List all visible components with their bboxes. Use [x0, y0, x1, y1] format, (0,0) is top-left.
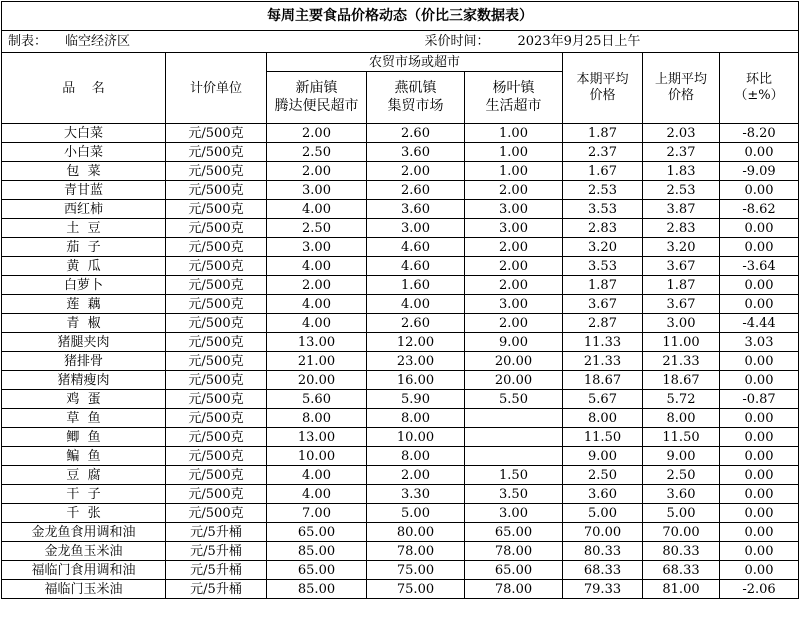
- item-unit: 元/500克: [166, 124, 267, 143]
- table-row: [2, 409, 799, 428]
- previous-avg-price: 2.83: [643, 219, 720, 238]
- item-unit: 元/500克: [166, 390, 267, 409]
- maker-cell: [2, 31, 166, 53]
- item-name: 草 鱼: [2, 409, 166, 428]
- market1-price: 85.00: [267, 542, 367, 561]
- market3-price: 20.00: [465, 352, 563, 371]
- item-name: 千 张: [2, 504, 166, 523]
- market2-price: 2.00: [367, 466, 465, 485]
- col-market2-header: 燕矶镇 集贸市场: [367, 72, 465, 124]
- previous-avg-price: 3.60: [643, 485, 720, 504]
- item-name: 福临门食用调和油: [2, 561, 166, 580]
- table-row: [2, 390, 799, 409]
- table-row: [2, 162, 799, 181]
- col-previous-avg-header: 上期平均 价格: [643, 53, 720, 124]
- ratio-value: 0.00: [720, 143, 799, 162]
- ratio-value: 0.00: [720, 181, 799, 200]
- item-name: 西红柿: [2, 200, 166, 219]
- table-row: [2, 257, 799, 276]
- market2-price: 4.00: [367, 295, 465, 314]
- previous-avg-price: 2.53: [643, 181, 720, 200]
- table-row: [2, 428, 799, 447]
- previous-avg-price: 11.50: [643, 428, 720, 447]
- current-avg-price: 1.87: [563, 276, 643, 295]
- item-name: 干 子: [2, 485, 166, 504]
- market2-price: 10.00: [367, 428, 465, 447]
- previous-avg-price: 5.00: [643, 504, 720, 523]
- market3-price: 65.00: [465, 561, 563, 580]
- item-unit: 元/500克: [166, 314, 267, 333]
- current-avg-price: 18.67: [563, 371, 643, 390]
- ratio-value: 0.00: [720, 542, 799, 561]
- market1-price: 4.00: [267, 485, 367, 504]
- market2-price: 80.00: [367, 523, 465, 542]
- item-unit: 元/500克: [166, 295, 267, 314]
- table-row: [2, 352, 799, 371]
- market1-price: 4.00: [267, 466, 367, 485]
- market1-price: 4.00: [267, 257, 367, 276]
- item-unit: 元/5升桶: [166, 523, 267, 542]
- previous-avg-price: 1.87: [643, 276, 720, 295]
- market3-price: 2.00: [465, 238, 563, 257]
- item-name: 小白菜: [2, 143, 166, 162]
- table-row: [2, 466, 799, 485]
- market3-price: 1.00: [465, 162, 563, 181]
- item-name: 大白菜: [2, 124, 166, 143]
- ratio-value: 0.00: [720, 219, 799, 238]
- item-unit: 元/500克: [166, 485, 267, 504]
- market2-price: 75.00: [367, 561, 465, 580]
- price-table: [1, 1, 799, 599]
- market2-price: 12.00: [367, 333, 465, 352]
- table-row: [2, 333, 799, 352]
- item-name: 茄 子: [2, 238, 166, 257]
- col-market3-header: 杨叶镇 生活超市: [465, 72, 563, 124]
- current-avg-price: 70.00: [563, 523, 643, 542]
- market2-price: 1.60: [367, 276, 465, 295]
- ratio-value: 0.00: [720, 466, 799, 485]
- ratio-value: -3.64: [720, 257, 799, 276]
- market3-price: 3.00: [465, 200, 563, 219]
- market1-price: 65.00: [267, 561, 367, 580]
- ratio-value: 0.00: [720, 447, 799, 466]
- market3-price: 1.00: [465, 143, 563, 162]
- item-unit: 元/500克: [166, 200, 267, 219]
- market1-price: 4.00: [267, 314, 367, 333]
- current-avg-price: 2.50: [563, 466, 643, 485]
- current-avg-price: 11.33: [563, 333, 643, 352]
- item-unit: 元/500克: [166, 447, 267, 466]
- market2-price: 4.60: [367, 238, 465, 257]
- col-market1-header: 新庙镇 腾达便民超市: [267, 72, 367, 124]
- market2-price: 23.00: [367, 352, 465, 371]
- item-unit: 元/500克: [166, 257, 267, 276]
- market1-price: 7.00: [267, 504, 367, 523]
- table-row: [2, 580, 799, 599]
- item-unit: 元/5升桶: [166, 580, 267, 599]
- col-current-avg-header: 本期平均 价格: [563, 53, 643, 124]
- table-row: [2, 447, 799, 466]
- ratio-value: 0.00: [720, 238, 799, 257]
- current-avg-price: 5.00: [563, 504, 643, 523]
- item-unit: 元/500克: [166, 428, 267, 447]
- current-avg-price: 9.00: [563, 447, 643, 466]
- market1-price: 8.00: [267, 409, 367, 428]
- market1-price: 4.00: [267, 200, 367, 219]
- market3-price: 2.00: [465, 181, 563, 200]
- current-avg-price: 11.50: [563, 428, 643, 447]
- ratio-value: 0.00: [720, 523, 799, 542]
- item-name: 金龙鱼玉米油: [2, 542, 166, 561]
- header-row-1: [2, 53, 799, 72]
- ratio-value: -8.62: [720, 200, 799, 219]
- previous-avg-price: 2.37: [643, 143, 720, 162]
- market1-price: 65.00: [267, 523, 367, 542]
- ratio-value: 0.00: [720, 428, 799, 447]
- previous-avg-price: 2.03: [643, 124, 720, 143]
- current-avg-price: 2.87: [563, 314, 643, 333]
- current-avg-price: 3.53: [563, 200, 643, 219]
- market2-price: 8.00: [367, 409, 465, 428]
- market3-price: 1.50: [465, 466, 563, 485]
- market1-price: 10.00: [267, 447, 367, 466]
- item-unit: 元/500克: [166, 162, 267, 181]
- market3-price: 2.00: [465, 314, 563, 333]
- table-row: [2, 143, 799, 162]
- ratio-value: 0.00: [720, 485, 799, 504]
- market3-price: 2.00: [465, 276, 563, 295]
- market2-price: 3.00: [367, 219, 465, 238]
- market1-price: 13.00: [267, 428, 367, 447]
- table-row: [2, 124, 799, 143]
- market1-price: 4.00: [267, 295, 367, 314]
- market2-price: 2.00: [367, 162, 465, 181]
- market1-price: 2.00: [267, 162, 367, 181]
- previous-avg-price: 18.67: [643, 371, 720, 390]
- market2-price: 3.60: [367, 200, 465, 219]
- previous-avg-price: 11.00: [643, 333, 720, 352]
- table-row: [2, 542, 799, 561]
- current-avg-price: 5.67: [563, 390, 643, 409]
- time-value: 2023年9月25日上午: [517, 34, 641, 49]
- table-row: [2, 295, 799, 314]
- current-avg-price: 1.67: [563, 162, 643, 181]
- market2-price: 5.90: [367, 390, 465, 409]
- time-label: 采价时间：: [424, 34, 490, 49]
- market2-price: 2.60: [367, 124, 465, 143]
- current-avg-price: 3.67: [563, 295, 643, 314]
- market1-price: 2.00: [267, 124, 367, 143]
- table-row: [2, 504, 799, 523]
- market2-price: 2.60: [367, 181, 465, 200]
- previous-avg-price: 8.00: [643, 409, 720, 428]
- ratio-value: 0.00: [720, 504, 799, 523]
- previous-avg-price: 3.20: [643, 238, 720, 257]
- title-row: [2, 2, 799, 31]
- col-unit-header: 计价单位: [166, 53, 267, 124]
- item-name: 白萝卜: [2, 276, 166, 295]
- ratio-value: 0.00: [720, 371, 799, 390]
- item-unit: 元/500克: [166, 276, 267, 295]
- ratio-value: -9.09: [720, 162, 799, 181]
- ratio-value: 0.00: [720, 561, 799, 580]
- market2-price: 2.60: [367, 314, 465, 333]
- item-name: 莲 藕: [2, 295, 166, 314]
- market1-price: 2.00: [267, 276, 367, 295]
- item-name: 猪腿夹肉: [2, 333, 166, 352]
- current-avg-price: 2.53: [563, 181, 643, 200]
- market1-price: 5.60: [267, 390, 367, 409]
- previous-avg-price: 3.67: [643, 295, 720, 314]
- market3-price: [465, 409, 563, 428]
- market3-price: 3.00: [465, 219, 563, 238]
- market1-price: 3.00: [267, 181, 367, 200]
- item-unit: 元/500克: [166, 504, 267, 523]
- item-unit: 元/500克: [166, 238, 267, 257]
- item-name: 福临门玉米油: [2, 580, 166, 599]
- current-avg-price: 2.37: [563, 143, 643, 162]
- item-unit: 元/5升桶: [166, 561, 267, 580]
- ratio-value: 0.00: [720, 409, 799, 428]
- market3-price: 3.00: [465, 504, 563, 523]
- market2-price: 4.60: [367, 257, 465, 276]
- ratio-value: 3.03: [720, 333, 799, 352]
- previous-avg-price: 70.00: [643, 523, 720, 542]
- ratio-value: -4.44: [720, 314, 799, 333]
- table-row: [2, 276, 799, 295]
- table-row: [2, 561, 799, 580]
- market2-price: 3.60: [367, 143, 465, 162]
- ratio-value: 0.00: [720, 352, 799, 371]
- current-avg-price: 80.33: [563, 542, 643, 561]
- item-unit: 元/5升桶: [166, 542, 267, 561]
- item-name: 青 椒: [2, 314, 166, 333]
- market3-price: [465, 428, 563, 447]
- market2-price: 16.00: [367, 371, 465, 390]
- current-avg-price: 1.87: [563, 124, 643, 143]
- info-row: [2, 31, 799, 53]
- item-name: 青甘蓝: [2, 181, 166, 200]
- market3-price: 1.00: [465, 124, 563, 143]
- market1-price: 3.00: [267, 238, 367, 257]
- item-name: 豆 腐: [2, 466, 166, 485]
- item-unit: 元/500克: [166, 352, 267, 371]
- previous-avg-price: 1.83: [643, 162, 720, 181]
- item-unit: 元/500克: [166, 219, 267, 238]
- previous-avg-price: 9.00: [643, 447, 720, 466]
- ratio-value: -2.06: [720, 580, 799, 599]
- market1-price: 21.00: [267, 352, 367, 371]
- current-avg-price: 2.83: [563, 219, 643, 238]
- item-name: 黄 瓜: [2, 257, 166, 276]
- table-row: [2, 200, 799, 219]
- market1-price: 20.00: [267, 371, 367, 390]
- market3-price: 20.00: [465, 371, 563, 390]
- table-row: [2, 181, 799, 200]
- table-row: [2, 485, 799, 504]
- previous-avg-price: 3.87: [643, 200, 720, 219]
- previous-avg-price: 80.33: [643, 542, 720, 561]
- current-avg-price: 3.20: [563, 238, 643, 257]
- ratio-value: -0.87: [720, 390, 799, 409]
- item-name: 猪精瘦肉: [2, 371, 166, 390]
- ratio-value: 0.00: [720, 295, 799, 314]
- market3-price: 5.50: [465, 390, 563, 409]
- ratio-value: -8.20: [720, 124, 799, 143]
- table-row: [2, 523, 799, 542]
- table-row: [2, 219, 799, 238]
- market3-price: 9.00: [465, 333, 563, 352]
- table-row: [2, 238, 799, 257]
- market1-price: 85.00: [267, 580, 367, 599]
- market3-price: 78.00: [465, 542, 563, 561]
- market3-price: 78.00: [465, 580, 563, 599]
- current-avg-price: 79.33: [563, 580, 643, 599]
- previous-avg-price: 81.00: [643, 580, 720, 599]
- current-avg-price: 68.33: [563, 561, 643, 580]
- item-unit: 元/500克: [166, 181, 267, 200]
- item-name: 金龙鱼食用调和油: [2, 523, 166, 542]
- table-row: [2, 314, 799, 333]
- time-cell: [424, 31, 799, 53]
- item-unit: 元/500克: [166, 409, 267, 428]
- current-avg-price: 3.53: [563, 257, 643, 276]
- item-name: 鳊 鱼: [2, 447, 166, 466]
- market2-price: 3.30: [367, 485, 465, 504]
- item-unit: 元/500克: [166, 466, 267, 485]
- market2-price: 75.00: [367, 580, 465, 599]
- info-spacer: [166, 31, 465, 53]
- table-row: [2, 371, 799, 390]
- item-unit: 元/500克: [166, 143, 267, 162]
- market3-price: [465, 447, 563, 466]
- previous-avg-price: 3.00: [643, 314, 720, 333]
- previous-avg-price: 21.33: [643, 352, 720, 371]
- item-name: 包 菜: [2, 162, 166, 181]
- col-name-header: 品 名: [2, 53, 166, 124]
- current-avg-price: 8.00: [563, 409, 643, 428]
- page-title: 每周主要食品价格动态（价比三家数据表）: [2, 2, 799, 31]
- item-unit: 元/500克: [166, 333, 267, 352]
- previous-avg-price: 3.67: [643, 257, 720, 276]
- market1-price: 13.00: [267, 333, 367, 352]
- item-name: 猪排骨: [2, 352, 166, 371]
- ratio-value: 0.00: [720, 276, 799, 295]
- market3-price: 65.00: [465, 523, 563, 542]
- previous-avg-price: 68.33: [643, 561, 720, 580]
- market3-price: 3.00: [465, 295, 563, 314]
- maker-label: 制表：: [8, 34, 48, 49]
- market2-price: 5.00: [367, 504, 465, 523]
- item-name: 鲫 鱼: [2, 428, 166, 447]
- market2-price: 78.00: [367, 542, 465, 561]
- col-ratio-header: 环比 （±%）: [720, 53, 799, 124]
- maker-value: 临空经济区: [65, 34, 131, 49]
- market2-price: 8.00: [367, 447, 465, 466]
- market1-price: 2.50: [267, 219, 367, 238]
- current-avg-price: 21.33: [563, 352, 643, 371]
- market-group-header: 农贸市场或超市: [267, 53, 563, 72]
- market3-price: 2.00: [465, 257, 563, 276]
- item-name: 土 豆: [2, 219, 166, 238]
- market3-price: 3.50: [465, 485, 563, 504]
- previous-avg-price: 5.72: [643, 390, 720, 409]
- item-name: 鸡 蛋: [2, 390, 166, 409]
- item-unit: 元/500克: [166, 371, 267, 390]
- previous-avg-price: 2.50: [643, 466, 720, 485]
- current-avg-price: 3.60: [563, 485, 643, 504]
- market1-price: 2.50: [267, 143, 367, 162]
